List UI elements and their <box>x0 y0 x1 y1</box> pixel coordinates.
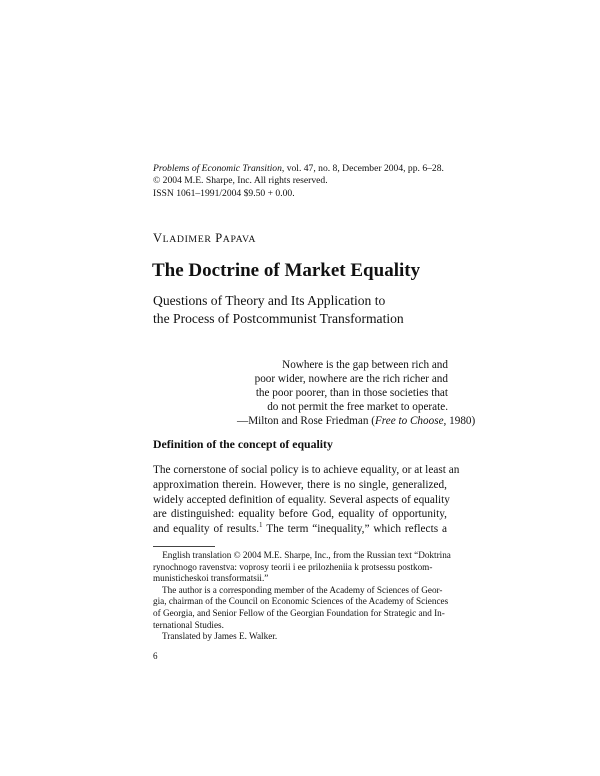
article-title: The Doctrine of Market Equality <box>152 260 421 281</box>
journal-name: Problems of Economic Transition <box>153 163 282 174</box>
footnote-line: Translated by James E. Walker. <box>153 631 278 642</box>
author-name: VLADIMER PAPAVA <box>153 231 257 245</box>
footnotes <box>153 550 451 643</box>
epigraph-line: do not permit the free market to operate. <box>267 401 448 413</box>
epigraph <box>237 358 476 428</box>
body-line: are distinguished: equality before God, equality of opportunity, <box>153 508 447 521</box>
footnote-reference[interactable]: 1 <box>259 521 263 530</box>
footnote-divider <box>153 546 215 547</box>
body-line: The cornerstone of social policy is to achieve equality, or at least an <box>153 464 460 476</box>
footnote-line: gia, chairman of the Council on Economic Sciences of the Academy of Sciences <box>153 596 449 607</box>
subtitle-line-1: Questions of Theory and Its Application to <box>153 293 386 308</box>
citation-details: , vol. 47, no. 8, December 2004, pp. 6–28. <box>281 163 444 174</box>
page-number: 6 <box>153 651 158 661</box>
section-heading: Definition of the concept of equality <box>153 437 333 451</box>
subtitle-line-2: the Process of Postcommunist Transformation <box>153 311 404 326</box>
footnote-line: of Georgia, and Senior Fellow of the Georgian Foundation for Strategic and In- <box>153 607 445 618</box>
citation-line <box>153 163 453 175</box>
article-subtitle <box>153 292 404 328</box>
issn-line: ISSN 1061–1991/2004 $9.50 + 0.00. <box>153 187 295 199</box>
footnote-line: munisticheskoi transformatsii.” <box>153 573 269 584</box>
footnote-line: ternational Studies. <box>153 619 224 630</box>
epigraph-attribution: —Milton and Rose Friedman (Free to Choose, 1980) <box>237 415 476 427</box>
copyright-line: © 2004 M.E. Sharpe, Inc. All rights reserved. <box>153 175 328 187</box>
body-line: and equality of results.$^1$ The term “inequality,” which reflects a <box>153 521 447 536</box>
epigraph-line: poor wider, nowhere are the rich richer and <box>254 373 448 385</box>
footnote-line: The author is a corresponding member of the Academy of Sciences of Geor- <box>153 584 443 595</box>
body-line: approximation therein. However, there is no single, generalized, <box>153 478 447 491</box>
body-paragraph <box>153 463 460 537</box>
epigraph-line: Nowhere is the gap between rich and <box>282 359 448 371</box>
epigraph-line: the poor poorer, than in those societies that <box>255 387 448 399</box>
footnote-line: rynochnogo ravenstva: voprosy teorii i ee prilozheniia k protsessu postkom- <box>153 561 433 572</box>
footnote-line: English translation © 2004 M.E. Sharpe, Inc., from the Russian text “Doktrina <box>153 550 451 560</box>
body-line: widely accepted definition of equality. Several aspects of equality <box>153 493 450 506</box>
citation-block <box>153 163 453 200</box>
